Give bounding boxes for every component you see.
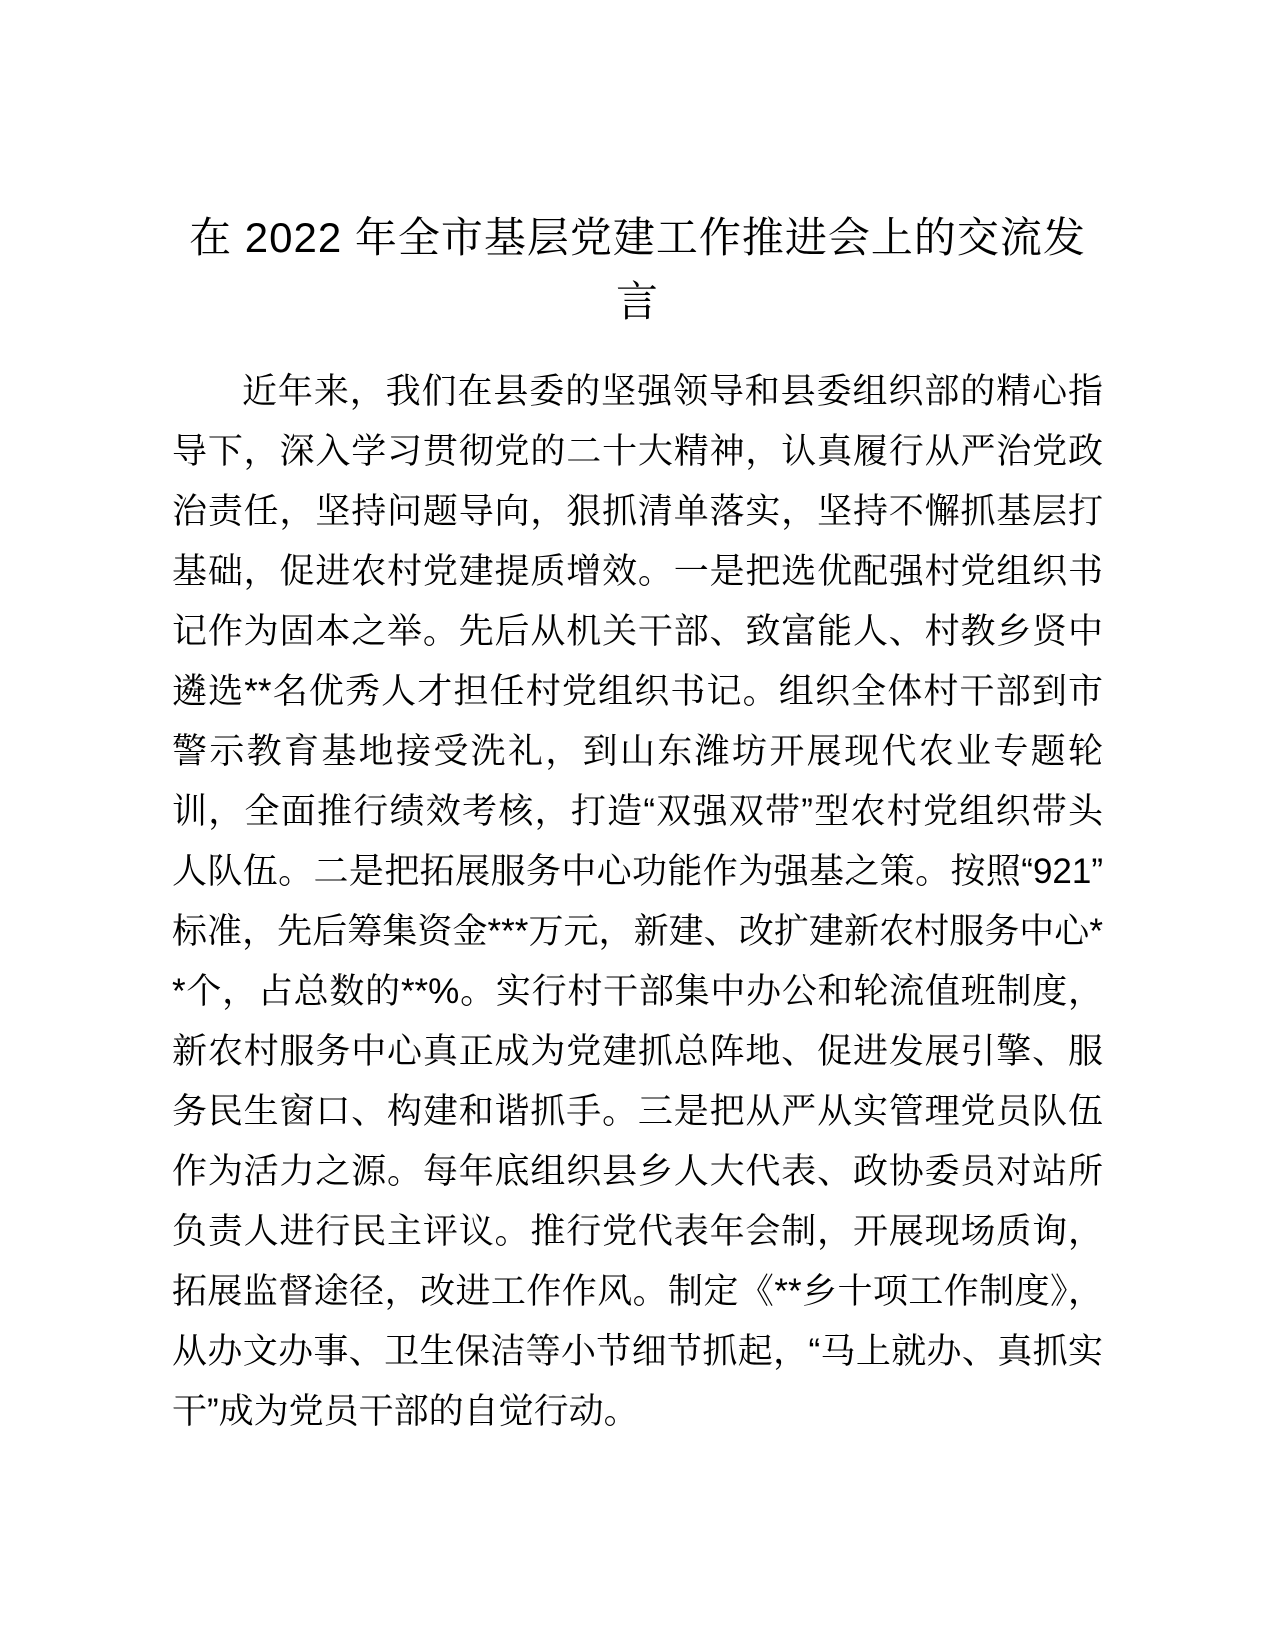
body-paragraph: 近年来，我们在县委的坚强领导和县委组织部的精心指导下，深入学习贯彻党的二十大精神，认真履行从严治党政治责任，坚持问题导向，狠抓清单落实，坚持不懈抓基层打基础，促进农村党建提质增效。一是把选优配强村党组织书记作为固本之举。先后从机关干部、致富能人、村教乡贤中遴选**名优秀人才担任村党组织书记。组织全体村干部到市警示教育基地接受洗礼，到山东潍坊开展现代农业专题轮训，全面推行绩效考核，打造“双强双带”型农村党组织带头人队伍。二是把拓展服务中心功能作为强基之策。按照“921”标准，先后筹集资金***万元，新建、改扩建新农村服务中心**个，占总数的**%。实行村干部集中办公和轮流值班制度，新农村服务中心真正成为党建抓总阵地、促进发展引擎、服务民生窗口、构建和谐抓手。三是把从严从实管理党员队伍作为活力之源。每年底组织县乡人大代表、政协委员对站所负责人进行民主评议。推行党代表年会制，开展现场质询，拓展监督途径，改进工作作风。制定《**乡十项工作制度》，从办文办事、卫生保洁等小节细节抓起，“马上就办、真抓实干”成为党员干部的自觉行动。 [172,372,1103,1431]
document-title: 在 2022 年全市基层党建工作推进会上的交流发言 [189,214,1086,325]
